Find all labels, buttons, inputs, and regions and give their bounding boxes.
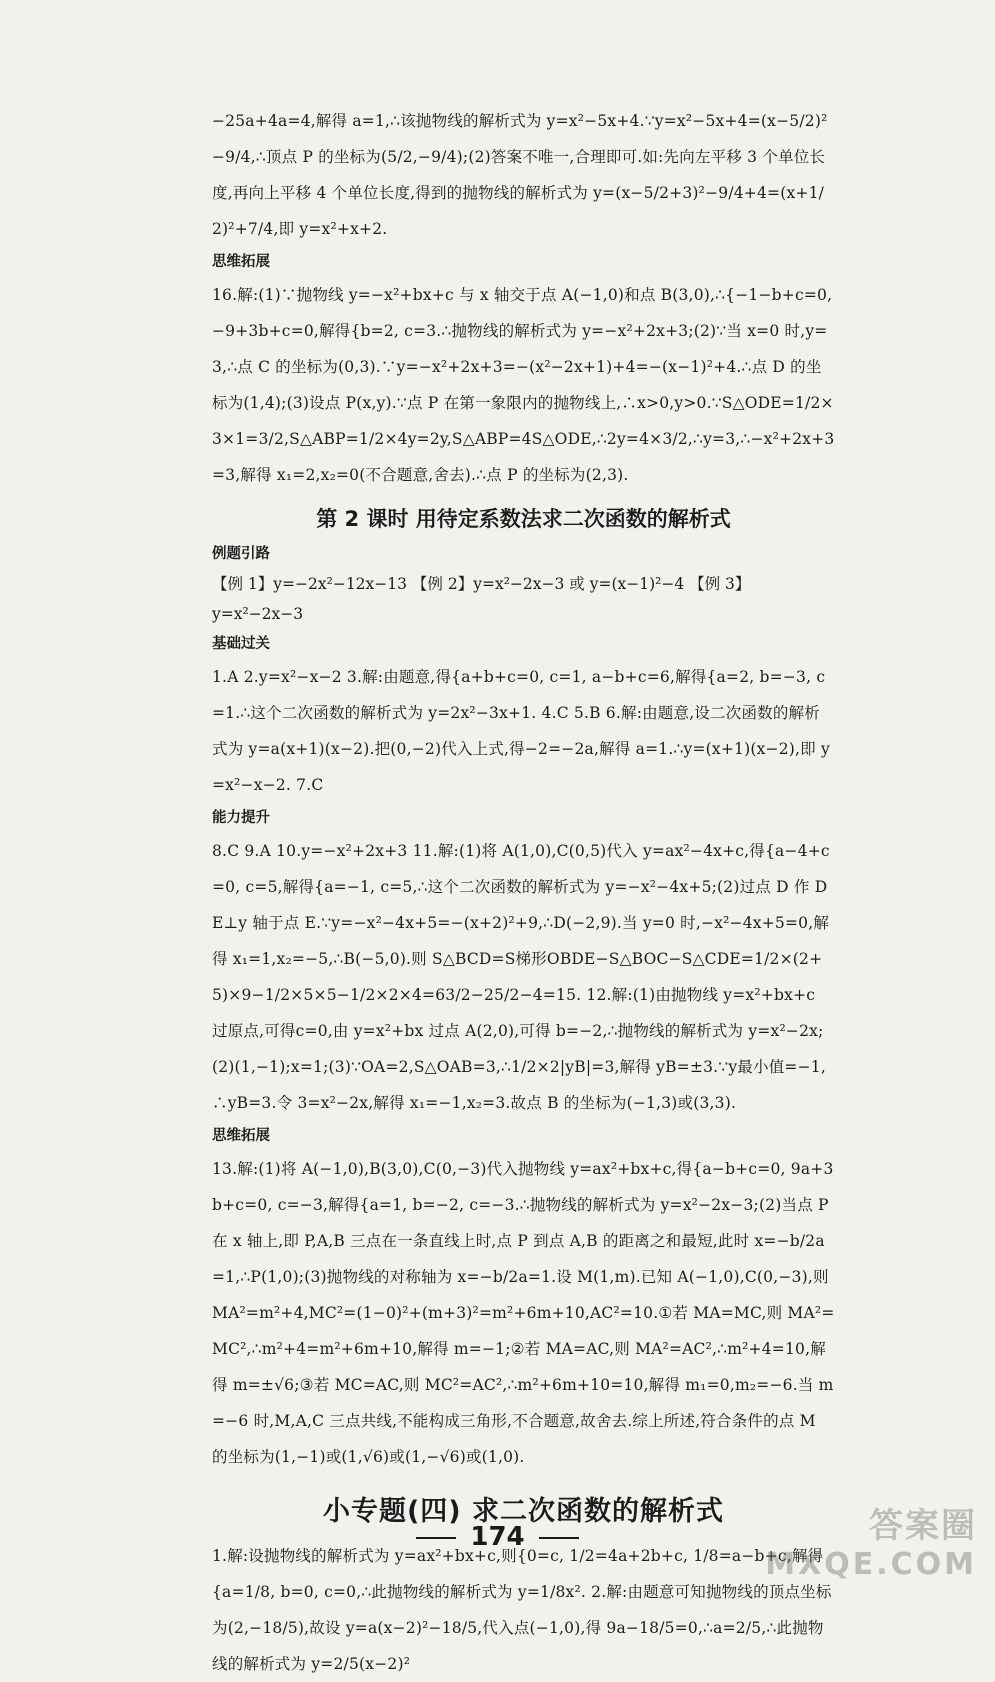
ability-answers: 8.C 9.A 10.y=−x²+2x+3 11.解:(1)将 A(1,0),C(0,5)代入 y=ax²−4x+c,得{a−4+c=0, c=5,解得{a=−1, c=5,∴这个二次函数的解析式为 y=−x²−4x+5;(2)过点 D 作 DE⊥y 轴于点 E.∵y=−x²−4x+5=−(x+2)²+9,∴D(−2,9).当 y=0 时,−x²−4x+5=0,解得 x₁=1,x₂=−5,∴B(−5,0).则 S△BCD=S梯形OBDE−S△BOC−S△CDE=1/2×(2+5)×9−1/2×5×5−1/2×2×4=63/2−25/2−4=15. 12.解:(1)由抛物线 y=x²+bx+c 过原点,可得c=0,由 y=x²+bx 过点 A(2,0),可得 b=−2,∴抛物线的解析式为 y=x²−2x;(2)(1,−1);x=1;(3)∵OA=2,S△OAB=3,∴1/2×2|yB|=3,解得 yB=±3.∵y最小值=−1,∴yB=3.令 3=x²−2x,解得 x₁=−1,x₂=3.故点 B 的坐标为(−1,3)或(3,3). [212, 842, 830, 1112]
solution-16: 16.解:(1)∵抛物线 y=−x²+bx+c 与 x 轴交于点 A(−1,0)和点 B(3,0),∴{−1−b+c=0, −9+3b+c=0,解得{b=2, c=3.∴抛物线的解析式为 y=−x²+2x+3;(2)∵当 x=0 时,y=3,∴点 C 的坐标为(0,3).∵y=−x²+2x+3=−(x²−2x+1)+4=−(x−1)²+4.∴点 D 的坐标为(1,4);(3)设点 P(x,y).∵点 P 在第一象限内的抛物线上,∴x>0,y>0.∵S△ODE=1/2×3×1=3/2,S△ABP=1/2×4y=2y,S△ABP=4S△ODE,∴2y=4×3/2,∴y=3,∴−x²+2x+3=3,解得 x₁=2,x₂=0(不合题意,舍去).∴点 P 的坐标为(2,3). [212, 286, 835, 484]
solution-paragraph-top: −25a+4a=4,解得 a=1,∴该抛物线的解析式为 y=x²−5x+4.∵y=x²−5x+4=(x−5/2)²−9/4,∴顶点 P 的坐标为(5/2,−9/4);(2)答案不唯一,合理即可.如:先向左平移 3 个单位长度,再向上平移 4 个单位长度,得到的抛物线的解析式为 y=(x−5/2+3)²−9/4+4=(x+1/2)²+7/4,即 y=x²+x+2. [212, 112, 828, 238]
section-heading-examples: 例题引路 [212, 546, 270, 562]
watermark-bottom-text: MXQE.COM [765, 1547, 977, 1582]
page-number-dash-right [539, 1537, 579, 1539]
page-number-dash-left [416, 1537, 456, 1539]
examples-line: 【例 1】y=−2x²−12x−13 【例 2】y=x²−2x−3 或 y=(x−1)²−4 【例 3】y=x²−2x−3 [212, 575, 751, 623]
topic-title: 小专题(四) 求二次函数的解析式 [322, 1496, 725, 1527]
topic-answers: 1.解:设抛物线的解析式为 y=ax²+bx+c,则{0=c, 1/2=4a+2b+c, 1/8=a−b+c,解得{a=1/8, b=0, c=0,∴此抛物线的解析式为 y=1/8x². 2.解:由题意可知抛物线的顶点坐标为(2,−18/5),故设 y=a(x−2)²−18/5,代入点(−1,0),得 9a−18/5=0,∴a=2/5,∴此抛物线的解析式为 y=2/5(x−2)² [212, 1547, 832, 1673]
section-heading-thinking-2: 思维拓展 [212, 1128, 270, 1144]
page-number-text: 174 [470, 1522, 525, 1552]
solution-13: 13.解:(1)将 A(−1,0),B(3,0),C(0,−3)代入抛物线 y=ax²+bx+c,得{a−b+c=0, 9a+3b+c=0, c=−3,解得{a=1, b=−2, c=−3.∴抛物线的解析式为 y=x²−2x−3;(2)当点 P 在 x 轴上,即 P,A,B 三点在一条直线上时,点 P 到点 A,B 的距离之和最短,此时 x=−b/2a=1,∴P(1,0);(3)抛物线的对称轴为 x=−b/2a=1.设 M(1,m).已知 A(−1,0),C(0,−3),则 MA²=m²+4,MC²=(1−0)²+(m+3)²=m²+6m+10,AC²=10.①若 MA=MC,则 MA²=MC²,∴m²+4=m²+6m+10,解得 m=−1;②若 MA=AC,则 MA²=AC²,∴m²+4=10,解得 m=±√6;③若 MC=AC,则 MC²=AC²,∴m²+6m+10=10,解得 m₁=0,m₂=−6.当 m=−6 时,M,A,C 三点共线,不能构成三角形,不合题意,故舍去.综上所述,符合条件的点 M 的坐标为(1,−1)或(1,√6)或(1,−√6)或(1,0). [212, 1160, 835, 1466]
watermark-logo [765, 1498, 977, 1582]
section-heading-thinking: 思维拓展 [212, 254, 270, 270]
lesson-title: 第 2 课时 用待定系数法求二次函数的解析式 [316, 507, 731, 531]
basic-answers: 1.A 2.y=x²−x−2 3.解:由题意,得{a+b+c=0, c=1, a−b+c=6,解得{a=2, b=−3, c=1.∴这个二次函数的解析式为 y=2x²−3x+1. 4.C 5.B 6.解:由题意,设二次函数的解析式为 y=a(x+1)(x−2).把(0,−2)代入上式,得−2=−2a,解得 a=1.∴y=(x+1)(x−2),即 y=x²−x−2. 7.C [212, 668, 830, 794]
watermark-top-text: 答案圈 [869, 1506, 977, 1546]
section-heading-basic: 基础过关 [212, 636, 270, 652]
section-heading-ability: 能力提升 [212, 810, 270, 826]
